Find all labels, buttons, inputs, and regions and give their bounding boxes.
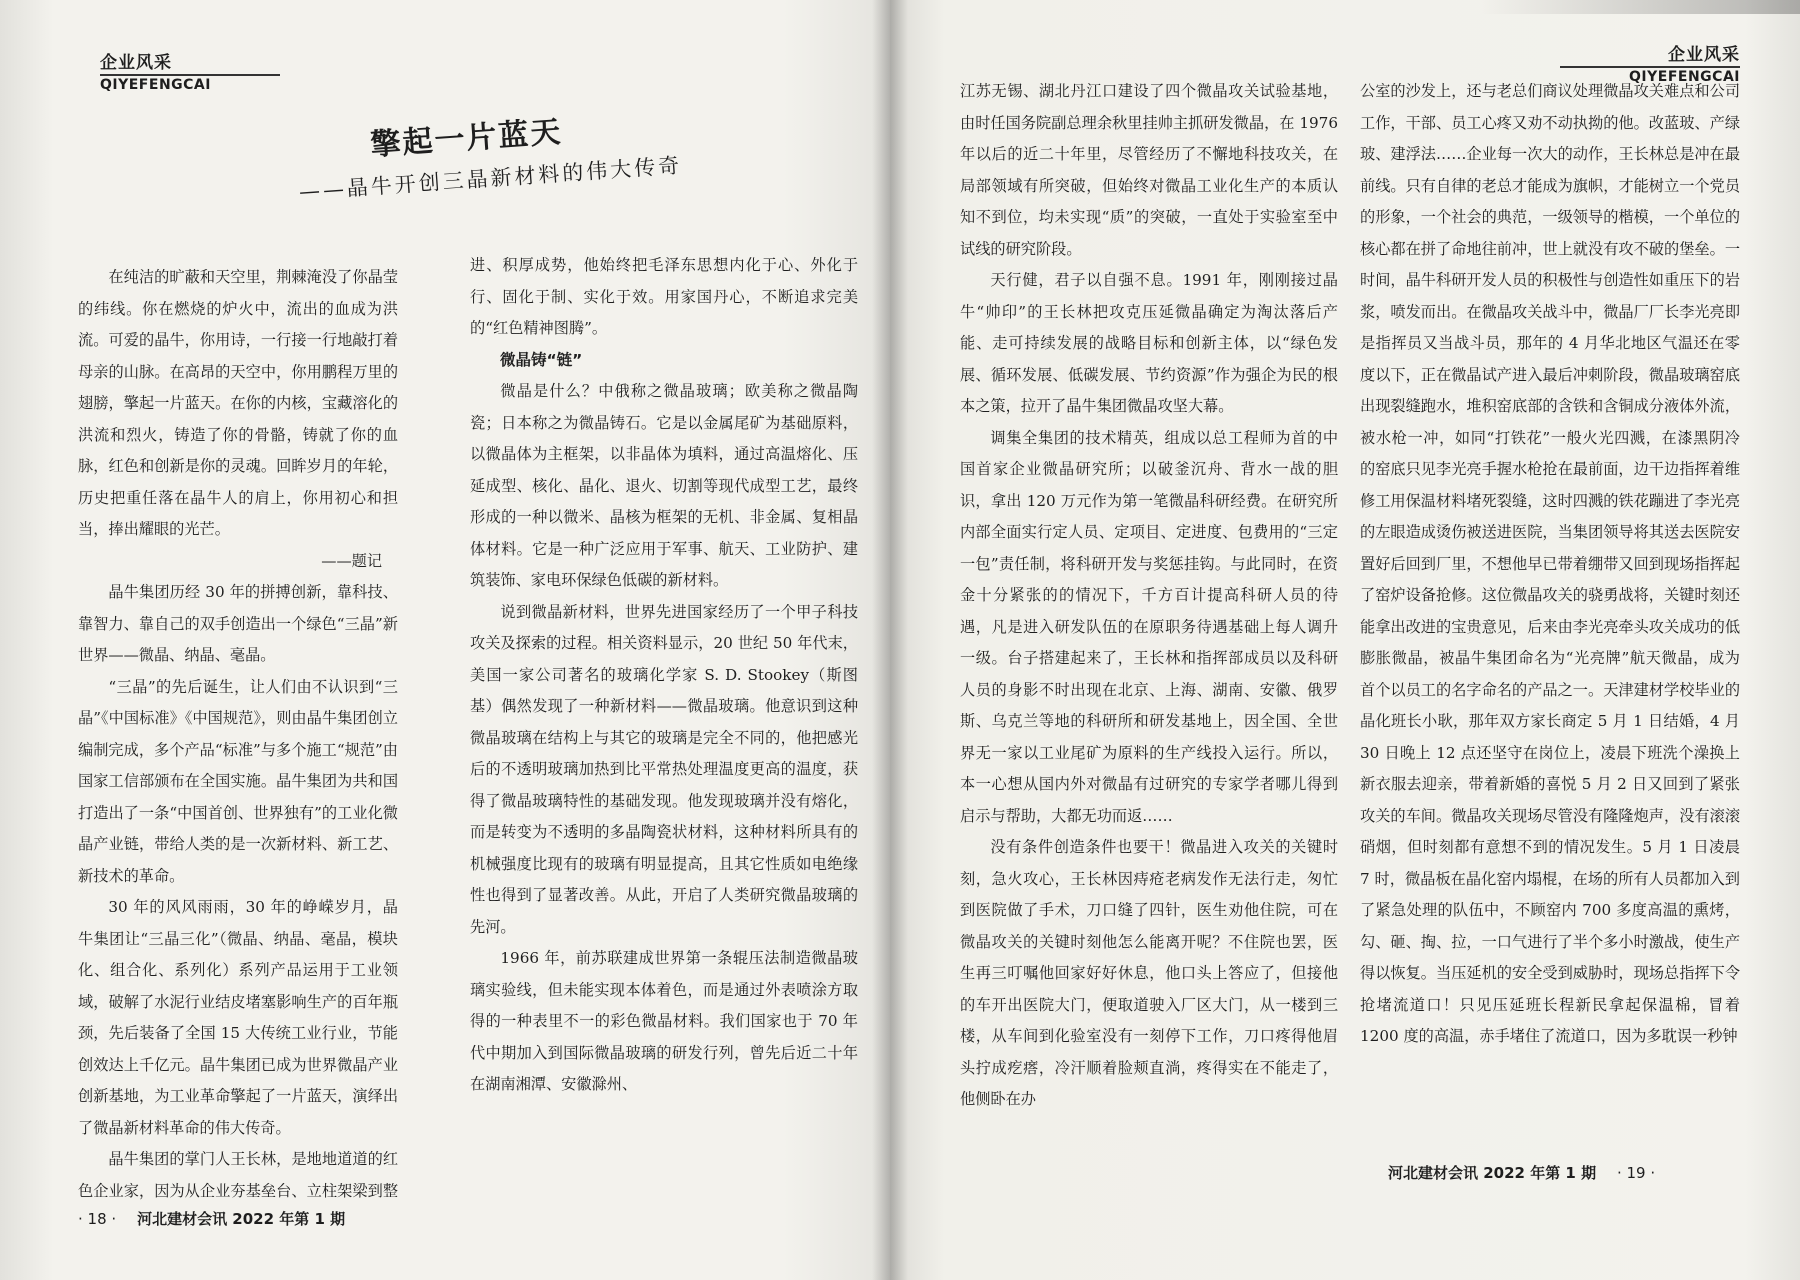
article-subtitle: ——晶牛开创三晶新材料的伟大传奇 <box>298 153 683 205</box>
left-page <box>0 0 890 1280</box>
journal-name: 河北建材会讯 2022 年第 1 期 <box>1388 1164 1597 1182</box>
page-number: · 18 · <box>78 1210 117 1228</box>
paragraph: 1966 年，前苏联建成世界第一条辊压法制造微晶玻璃实验线，但未能实现本体着色，而是通过外表喷涂方取得的一种表里不一的彩色微晶材料。我们国家也于 70 年代中期加入到国际微晶玻璃的研发行列，曾先后近二十年在湖南湘潭、安徽滁州、 <box>470 949 858 1093</box>
text-column-3 <box>960 76 1338 1236</box>
paragraph: 说到微晶新材料，世界先进国家经历了一个甲子科技攻关及探索的过程。相关资料显示，20 世纪 50 年代末，美国一家公司著名的玻璃化学家 S. D. Stookey（斯图基）偶然发现了一种新材料——微晶玻璃。他意识到这种微晶玻璃在结构上与其它的玻璃是完全不同的，他把感光后的不透明玻璃加热到比平常热处理温度更高的温度，获得了微晶玻璃特性的基础发现。他发现玻璃并没有熔化，而是转变为不透明的多晶陶瓷状材料，这种材料所具有的机械强度比现有的玻璃有明显提高，且其它性质如电绝缘性也得到了显著改善。从此，开启了人类研究微晶玻璃的先河。 <box>470 602 858 936</box>
paragraph: 微晶是什么？中俄称之微晶玻璃；欧美称之微晶陶瓷；日本称之为微晶铸石。它是以金属尾矿为基础原料，以微晶体为主框架，以非晶体为填料，通过高温熔化、压延成型、核化、晶化、退火、切割等现代成型工艺，最终形成的一种以微米、晶核为框架的无机、非金属、复相晶体材料。它是一种广泛应用于军事、航天、工业防护、建筑装饰、家电环保绿色低碳的新材料。 <box>470 382 858 589</box>
paragraph: 公室的沙发上，还与老总们商议处理微晶攻关难点和公司工作，干部、员工心疼又劝不动执拗的他。改蓝玻、产绿玻、建浮法……企业每一次大的动作，王长林总是冲在最前线。只有自律的老总才能成为旗帜，才能树立一个党员的形象，一个社会的典范，一级领导的楷模，一个单位的核心都在拼了命地往前冲，世上就没有攻不破的堡垒。一时间，晶牛科研开发人员的积极性与创造性如重压下的岩浆，喷发而出。在微晶攻关战斗中，微晶厂厂长李光亮即是指挥员又当战斗员，那年的 4 月华北地区气温还在零度以下，正在微晶试产进入最后冲刺阶段，微晶玻璃窑底出现裂缝跑水，堆积窑底部的含铁和含铜成分液体外流，被水枪一冲，如同“打铁花”一般火光四溅，在漆黑阴冷的窑底只见李光亮手握水枪抢在最前面，边干边指挥着维修工用保温材料堵死裂缝，这时四溅的铁花蹦进了李光亮的左眼造成烫伤被送进医院，当集团领导将其送去医院安置好后回到厂里，不想他早已带着绷带又回到现场指挥起了窑炉设备抢修。这位微晶攻关的骁勇战将，关键时刻还能拿出改进的宝贵意见，后来由李光亮牵头攻关成功的低膨胀微晶，被晶牛集团命名为“光亮牌”航天微晶，成为首个以员工的名字命名的产品之一。天津建材学校毕业的晶化班长小耿，那年双方家长商定 5 月 1 日结婚，4 月 30 日晚上 12 点还坚守在岗位上，凌晨下班洗个澡换上新衣服去迎亲，带着新婚的喜悦 5 月 2 日又回到了紧张攻关的车间。微晶攻关现场尽管没有隆隆炮声，没有滚滚硝烟，但时刻都有意想不到的情况发生。5 月 1 日凌晨 7 时，微晶板在晶化窑内塌棍，在场的所有人员都加入到了紧急处理的队伍中，不顾窑内 700 多度高温的熏烤，勾、砸、掏、拉，一口气进行了半个多小时激战，使生产得以恢复。当压延机的安全受到威胁时，现场总指挥下令抢堵流道口！只见压延班长程新民拿起保温棉，冒着 1200 度的高温，赤手堵住了流道口，因为多耽误一秒钟 <box>1360 82 1740 1045</box>
section-name-pinyin: QIYEFENGCAI <box>100 77 211 93</box>
binding-gutter-shadow <box>872 0 908 1280</box>
text-column-2 <box>470 250 858 1240</box>
page-footer <box>78 1208 345 1229</box>
epigraph-signature: ——题记 <box>321 551 382 570</box>
paragraph: 进、积厚成势，他始终把毛泽东思想内化于心、外化于行、固化于制、实化于效。用家国丹心，不断追求完美的“红色精神图腾”。 <box>470 256 858 337</box>
page-footer <box>1388 1162 1655 1183</box>
journal-name: 河北建材会讯 2022 年第 1 期 <box>137 1210 346 1228</box>
section-name: 企业风采 <box>100 53 172 73</box>
article-title: 擎起一片蓝天 <box>369 114 564 164</box>
header-rule <box>100 74 280 76</box>
paragraph: 晶牛集团历经 30 年的拼搏创新，靠科技、靠智力、靠自己的双手创造出一个绿色“三晶”新世界——微晶、纳晶、毫晶。 <box>78 583 398 664</box>
text-column-1 <box>78 262 398 1208</box>
right-page <box>890 0 1800 1280</box>
header-rule <box>1560 66 1740 68</box>
paragraph: 没有条件创造条件也要干！微晶进入攻关的关键时刻，急火攻心，王长林因痔疮老病发作无法行走，匆忙到医院做了手术，刀口缝了四针，医生劝他住院，可在微晶攻关的关键时刻他怎么能离开呢？不住院也罢，医生再三叮嘱他回家好好休息，他口头上答应了，但接他的车开出医院大门，便取道驶入厂区大门，从一楼到三楼，从车间到化验室没有一刻停下工作，刀口疼得他眉头拧成疙瘩，冷汗顺着脸颊直淌，疼得实在不能走了，他侧卧在办 <box>960 838 1338 1108</box>
paragraph: “三晶”的先后诞生，让人们由不认识到“三晶”《中国标准》《中国规范》，则由晶牛集团创立编制完成，多个产品“标准”与多个施工“规范”由国家工信部颁布在全国实施。晶牛集团为共和国打造出了一条“中国首创、世界独有”的工业化微晶产业链，带给人类的是一次新材料、新工艺、新技术的革命。 <box>78 677 398 885</box>
page-number: · 19 · <box>1616 1164 1656 1182</box>
section-heading: 微晶铸“链” <box>500 350 583 369</box>
epigraph: 在纯洁的旷蔽和天空里，荆棘淹没了你晶莹的纬线。你在燃烧的炉火中，流出的血成为洪流。可爱的晶牛，你用诗，一行接一行地敲打着母亲的山脉。在高昂的天空中，你用鹏程万里的翅膀，擎起一片蓝天。在你的内核，宝藏溶化的洪流和烈火，铸造了你的骨骼，铸就了你的血脉，红色和创新是你的灵魂。回眸岁月的年轮，历史把重任落在晶牛人的肩上，你用初心和担当，捧出耀眼的光芒。 <box>78 268 398 538</box>
section-name: 企业风采 <box>1668 45 1740 65</box>
edge-shadow <box>1480 0 1800 14</box>
text-column-4 <box>1360 76 1740 1156</box>
section-header <box>100 48 280 93</box>
paragraph: 晶牛集团的掌门人王长林，是地地道道的红色企业家，因为从企业夯基垒台、立柱架梁到整 <box>78 1150 398 1200</box>
paragraph: 天行健，君子以自强不息。1991 年，刚刚接过晶牛“帅印”的王长林把攻克压延微晶确定为淘汰落后产能、走可持续发展的战略目标和创新主体，以“绿色发展、循环发展、低碳发展、节约资源”作为强企为民的根本之策，拉开了晶牛集团微晶攻坚大幕。 <box>960 271 1338 415</box>
section-name-pinyin: QIYEFENGCAI <box>1629 69 1740 85</box>
paragraph: 调集全集团的技术精英，组成以总工程师为首的中国首家企业微晶研究所；以破釜沉舟、背水一战的胆识，拿出 120 万元作为第一笔微晶科研经费。在研究所内部全面实行定人员、定项目、定进度、包费用的“三定一包”责任制，将科研开发与奖惩挂钩。与此同时，在资金十分紧张的的情况下，千方百计提高科研人员的待遇，凡是进入研发队伍的在原职务待遇基础上每人调升一级。台子搭建起来了，王长林和指挥部成员以及科研人员的身影不时出现在北京、上海、湖南、安徽、俄罗斯、乌克兰等地的科研所和研发基地上，因全国、全世界无一家以工业尾矿为原料的生产线投入运行。所以，本一心想从国内外对微晶有过研究的专家学者哪儿得到启示与帮助，大都无功而返…… <box>960 428 1338 825</box>
paragraph: 江苏无锡、湖北丹江口建设了四个微晶攻关试验基地，由时任国务院副总理余秋里挂帅主抓研发微晶，在 1976 年以后的近二十年里，尽管经历了不懈地科技攻关，在局部领域有所突破，但始终对微晶工业化生产的本质认知不到位，均未实现“质”的突破，一直处于实验室至中试线的研究阶段。 <box>960 82 1338 258</box>
paragraph: 30 年的风风雨雨，30 年的峥嵘岁月，晶牛集团让“三晶三化”（微晶、纳晶、毫晶，模块化、组合化、系列化）系列产品运用于工业领域，破解了水泥行业结皮堵塞影响生产的百年瓶颈，先后装备了全国 15 大传统工业行业，节能创效达上千亿元。晶牛集团已成为世界微晶产业创新基地，为工业革命擎起了一片蓝天，演绎出了微晶新材料革命的伟大传奇。 <box>78 898 398 1137</box>
